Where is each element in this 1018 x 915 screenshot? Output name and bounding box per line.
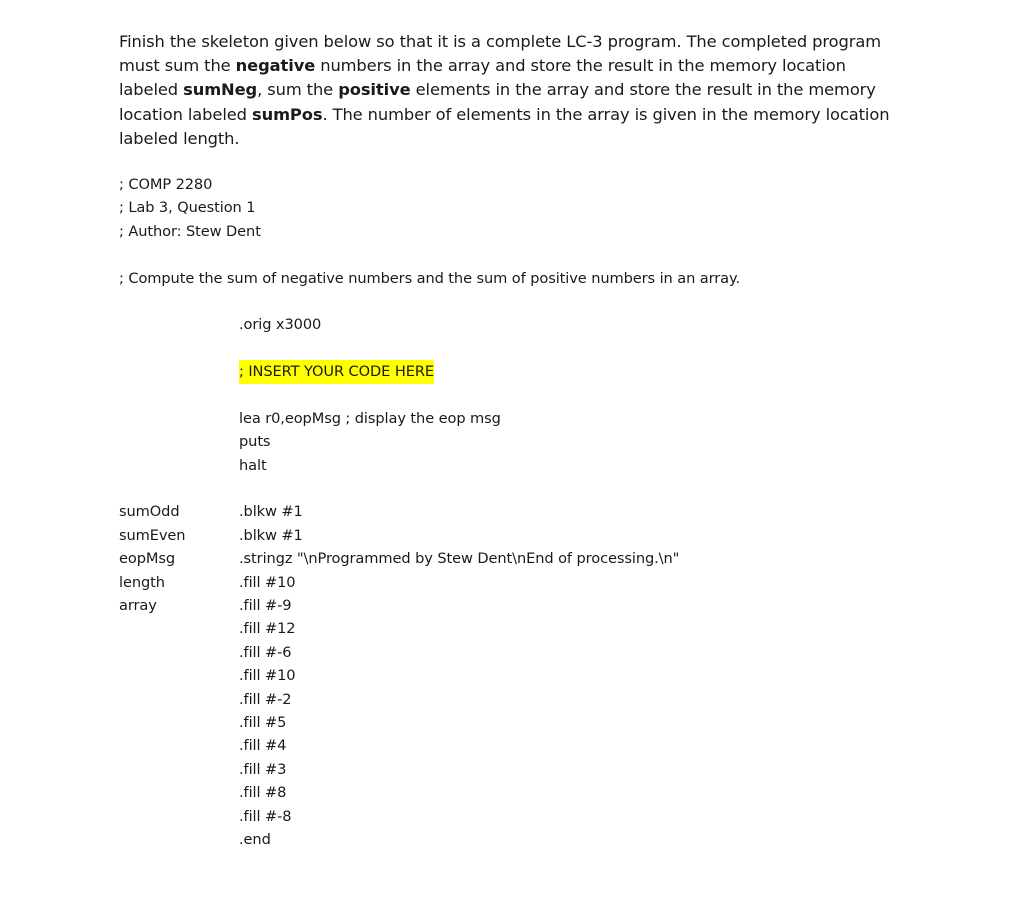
data-line: .fill #5: [239, 714, 287, 731]
intro-text-3: , sum the: [257, 80, 339, 100]
code-line-insert-comment: [119, 360, 919, 383]
data-line: .fill #-2: [239, 690, 292, 708]
intro-text-2: numbers in the array and store the result in the memory location labeled: [119, 56, 846, 100]
code-line-orig: .orig x3000: [239, 316, 322, 334]
data-line: array .fill #-9: [119, 597, 292, 615]
code-line-comment: ; Lab 3, Question 1: [119, 199, 256, 217]
document-body: [119, 30, 919, 851]
intro-text-4: elements in the array and store the result in the memory location labeled: [119, 80, 876, 124]
data-line: .fill #-6: [239, 643, 292, 661]
highlighted-insert-comment: ; INSERT YOUR CODE HERE: [239, 360, 434, 383]
intro-bold-positive: positive: [338, 80, 411, 100]
data-line: .fill #4: [239, 737, 287, 755]
code-line-instruction: puts: [239, 433, 271, 451]
data-line: sumEven .blkw #1: [119, 526, 303, 544]
instructions-paragraph: [119, 30, 909, 151]
intro-text-5: . The number of elements in the array is given in the memory location labeled length.: [119, 104, 890, 148]
code-line-comment: ; COMP 2280: [119, 176, 213, 194]
data-line: .fill #-8: [239, 807, 292, 825]
intro-bold-sumneg: sumNeg: [183, 80, 258, 100]
data-line: eopMsg .stringz "\nProgrammed by Stew Dent\nEnd of processing.\n": [119, 550, 680, 568]
code-line-description-comment: ; Compute the sum of negative numbers and the sum of positive numbers in an array.: [119, 269, 740, 287]
data-line: sumOdd .blkw #1: [119, 503, 303, 521]
code-line-instruction: lea r0,eopMsg ; display the eop msg: [239, 409, 501, 427]
data-section: [119, 500, 919, 851]
data-line: .end: [239, 830, 271, 848]
code-line-instruction: halt: [239, 456, 267, 474]
data-line: .fill #3: [239, 760, 287, 778]
data-line: .fill #12: [239, 620, 296, 638]
code-listing: [119, 173, 919, 851]
data-line: .fill #10: [239, 667, 296, 685]
intro-text-1: Finish the skeleton given below so that it is a complete LC-3 program. The completed program must sum the: [119, 32, 881, 76]
intro-bold-negative: negative: [235, 56, 316, 76]
intro-bold-sumpos: sumPos: [251, 104, 323, 124]
code-line-comment: ; Author: Stew Dent: [119, 222, 261, 240]
data-line: .fill #8: [239, 784, 287, 802]
data-line: length .fill #10: [119, 573, 296, 591]
